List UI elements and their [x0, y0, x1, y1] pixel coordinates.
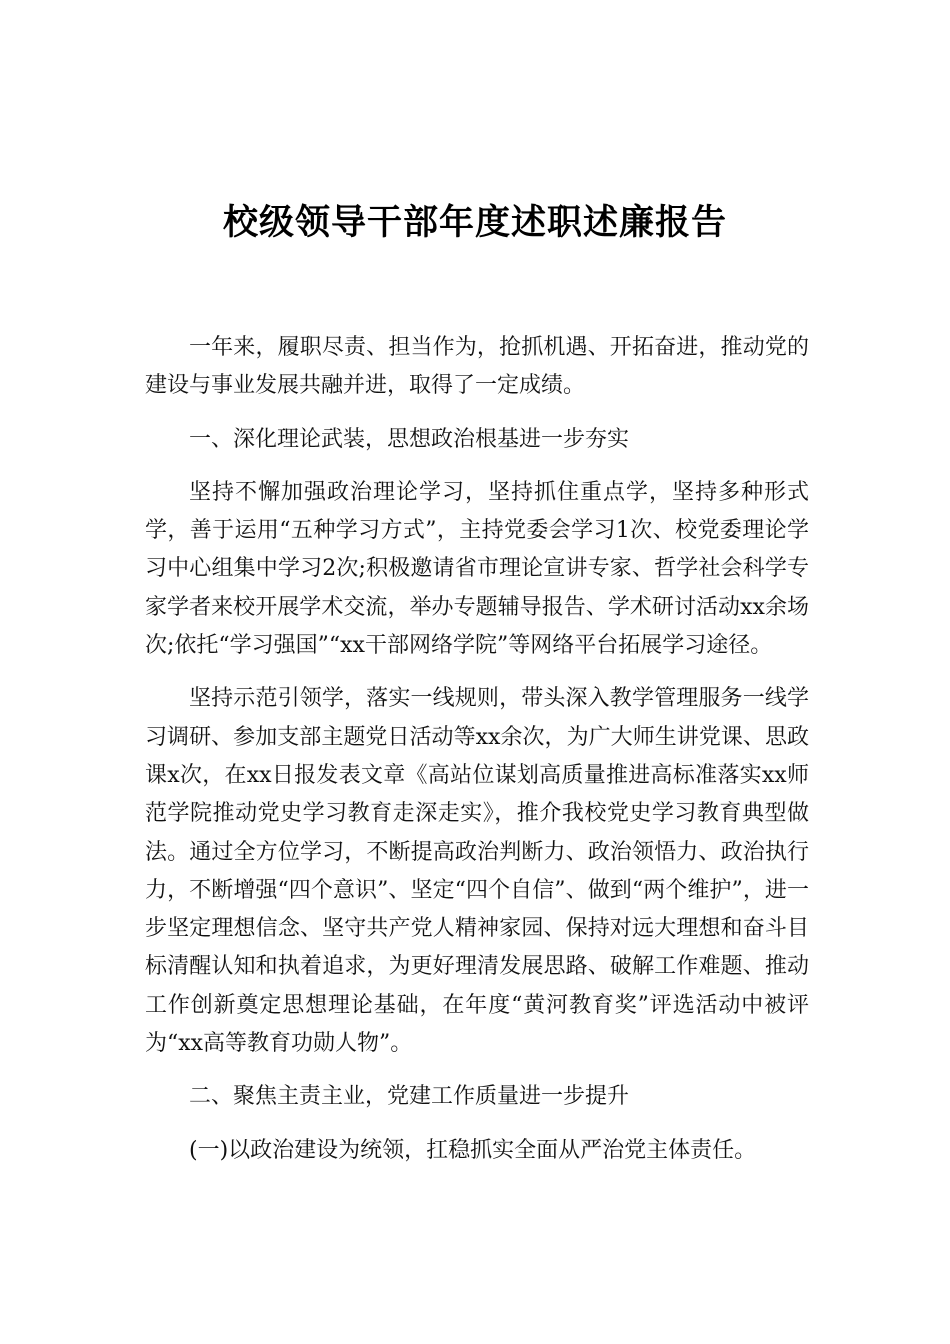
- body-paragraph: 坚持不懈加强政治理论学习，坚持抓住重点学，坚持多种形式学，善于运用“五种学习方式”，主持党委会学习1次、校党委理论学习中心组集中学习2次;积极邀请省市理论宣讲专家、哲学社会科学专家学者来校开展学术交流，举办专题辅导报告、学术研讨活动xx余场次;依托“学习强国”“xx干部网络学院”等网络平台拓展学习途径。: [145, 479, 809, 659]
- section-heading-1: 一、深化理论武装，思想政治根基进一步夯实: [189, 426, 630, 452]
- subsection-heading-1: (一)以政治建设为统领，扛稳抓实全面从严治党主体责任。: [189, 1137, 757, 1163]
- section-heading-2: 二、聚焦主责主业，党建工作质量进一步提升: [189, 1084, 630, 1110]
- document-body: [145, 329, 809, 1185]
- intro-paragraph: 一年来，履职尽责、担当作为，抢抓机遇、开拓奋进，推动党的建设与事业发展共融并进，取得了一定成绩。: [145, 335, 809, 399]
- document-title: 校级领导干部年度述职述廉报告: [222, 203, 727, 243]
- body-paragraph: 坚持示范引领学，落实一线规则，带头深入教学管理服务一线学习调研、参加支部主题党日活动等xx余次，为广大师生讲党课、思政课x次，在xx日报发表文章《高站位谋划高质量推进高标准落实xx师范学院推动党史学习教育走深走实》，推介我校党史学习教育典型做法。通过全方位学习，不断提高政治判断力、政治领悟力、政治执行力，不断增强“四个意识”、坚定“四个自信”、做到“两个维护”，进一步坚定理想信念、坚守共产党人精神家园、保持对远大理想和奋斗目标清醒认知和执着追求，为更好理清发展思路、破解工作难题、推动工作创新奠定思想理论基础，在年度“黄河教育奖”评选活动中被评为“xx高等教育功勋人物”。: [145, 686, 809, 1057]
